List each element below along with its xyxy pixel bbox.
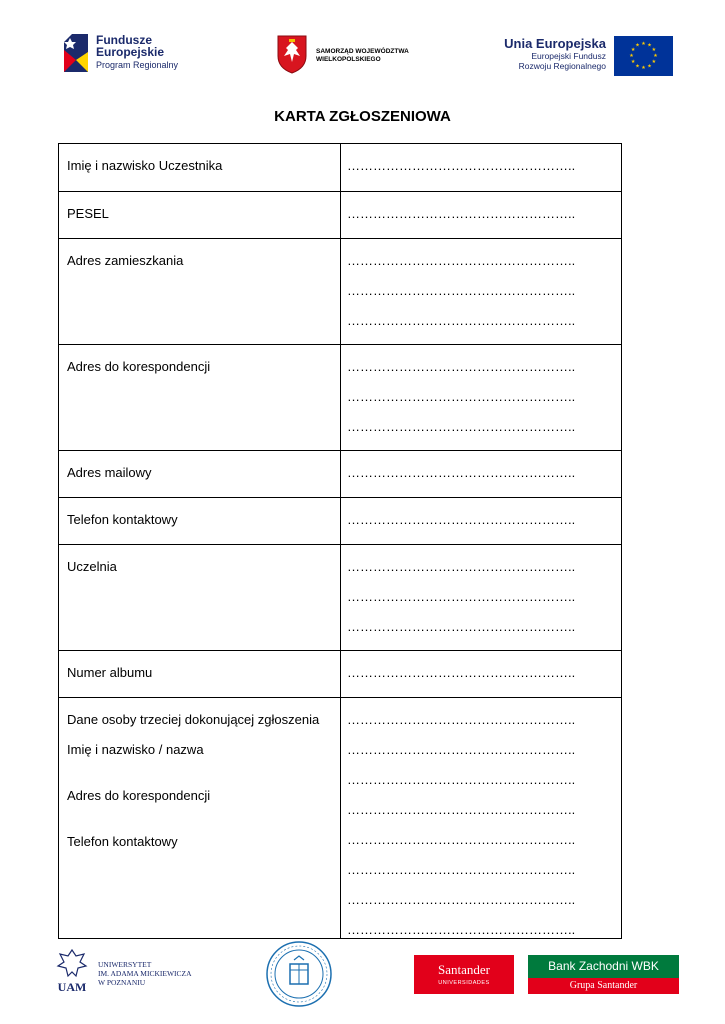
- row-label: Telefon kontaktowy: [67, 834, 178, 849]
- samorzad-line2: WIELKOPOLSKIEGO: [316, 56, 381, 63]
- svg-text:★: ★: [635, 63, 640, 70]
- row-label: Adres mailowy: [67, 465, 152, 480]
- santander-name: Santander: [438, 962, 490, 977]
- row-label: PESEL: [67, 206, 109, 221]
- bank-zachodni-wbk-logo: [528, 955, 679, 994]
- fill-in-line[interactable]: ……………………………………………..: [347, 589, 576, 604]
- form-row-phone: [59, 497, 621, 544]
- form-row-university: [59, 544, 621, 650]
- row-label: Uczelnia: [67, 559, 117, 574]
- fill-in-line[interactable]: ……………………………………………..: [347, 922, 576, 937]
- row-label: Adres do korespondencji: [67, 359, 211, 374]
- samorzad-logo: [276, 34, 426, 78]
- ue-logo-line2: Europejski Fundusz: [531, 51, 606, 61]
- svg-text:★: ★: [653, 53, 658, 59]
- svg-text:★: ★: [630, 59, 636, 65]
- fill-in-line[interactable]: ……………………………………………..: [347, 158, 576, 173]
- fill-in-line[interactable]: ……………………………………………..: [347, 742, 576, 757]
- svg-text:★: ★: [635, 42, 640, 49]
- fill-in-line[interactable]: ……………………………………………..: [347, 559, 576, 574]
- fill-in-line[interactable]: ……………………………………………..: [347, 359, 576, 374]
- fill-in-line[interactable]: ……………………………………………..: [347, 712, 576, 727]
- ue-logo-line1: Unia Europejska: [504, 36, 606, 51]
- coat-of-arms-icon: [276, 34, 308, 74]
- form-row-home-address: [59, 238, 621, 344]
- fundusze-europejskie-icon: [60, 30, 92, 76]
- bzwbk-name: Bank Zachodni WBK: [528, 955, 679, 978]
- uam-line1: UNIWERSYTET: [98, 960, 152, 969]
- fill-in-line[interactable]: ……………………………………………..: [347, 772, 576, 787]
- fill-in-line[interactable]: ……………………………………………..: [347, 253, 576, 268]
- row-label: Telefon kontaktowy: [67, 512, 178, 527]
- santander-universidades-logo: [414, 955, 514, 994]
- fe-logo-line2: Europejskie: [96, 45, 165, 59]
- fundusze-europejskie-logo: [60, 30, 190, 80]
- row-label: Imię i nazwisko / nazwa: [67, 742, 204, 757]
- ue-logo-line3: Rozwoju Regionalnego: [518, 61, 606, 71]
- row-label: Dane osoby trzeciej dokonującej zgłoszenia: [67, 712, 320, 727]
- footer-logos: [0, 940, 725, 1010]
- svg-text:★: ★: [641, 41, 646, 47]
- form-row-third-party: [59, 697, 621, 938]
- fill-in-line[interactable]: ……………………………………………..: [347, 283, 576, 298]
- eu-flag-icon: [614, 36, 673, 76]
- bzwbk-sub: Grupa Santander: [528, 978, 679, 994]
- form-row-participant-name: [59, 144, 621, 191]
- svg-text:★: ★: [651, 59, 657, 65]
- samorzad-line1: SAMORZĄD WOJEWÓDZTWA: [316, 48, 409, 55]
- svg-text:★: ★: [647, 42, 652, 49]
- form-row-correspondence-address: [59, 344, 621, 450]
- svg-text:★: ★: [647, 63, 652, 70]
- fill-in-line[interactable]: ……………………………………………..: [347, 389, 576, 404]
- svg-text:★: ★: [641, 65, 646, 71]
- fill-in-line[interactable]: ……………………………………………..: [347, 832, 576, 847]
- fill-in-line[interactable]: ……………………………………………..: [347, 665, 576, 680]
- santander-sub: UNIVERSIDADES: [438, 980, 490, 986]
- svg-text:★: ★: [651, 47, 657, 53]
- form-row-email: [59, 450, 621, 497]
- svg-text:★: ★: [630, 47, 636, 53]
- fill-in-line[interactable]: ……………………………………………..: [347, 419, 576, 434]
- uam-logo: [54, 948, 204, 994]
- row-label: Imię i nazwisko Uczestnika: [67, 158, 223, 173]
- svg-text:★: ★: [629, 53, 634, 59]
- fe-logo-line3: Program Regionalny: [96, 60, 179, 70]
- unia-europejska-logo: [498, 34, 678, 76]
- fe-logo-line1: Fundusze: [96, 33, 152, 47]
- svg-text:UAM: UAM: [57, 980, 87, 994]
- uam-line3: W POZNANIU: [98, 978, 146, 987]
- fill-in-line[interactable]: ……………………………………………..: [347, 802, 576, 817]
- row-label: Adres do korespondencji: [67, 788, 211, 803]
- fill-in-line[interactable]: ……………………………………………..: [347, 862, 576, 877]
- uam-line2: IM. ADAMA MICKIEWICZA: [98, 969, 192, 978]
- form-row-album-number: [59, 650, 621, 697]
- fill-in-line[interactable]: ……………………………………………..: [347, 313, 576, 328]
- fill-in-line[interactable]: ……………………………………………..: [347, 512, 576, 527]
- header-logos: [0, 28, 725, 84]
- form-row-pesel: [59, 191, 621, 238]
- fill-in-line[interactable]: ……………………………………………..: [347, 465, 576, 480]
- uam-eagle-icon: [54, 948, 90, 994]
- fill-in-line[interactable]: ……………………………………………..: [347, 619, 576, 634]
- registration-form-table: [58, 143, 622, 939]
- fill-in-line[interactable]: ……………………………………………..: [347, 206, 576, 221]
- page-title: KARTA ZGŁOSZENIOWA: [274, 108, 451, 125]
- row-label: Numer albumu: [67, 665, 153, 680]
- row-label: Adres zamieszkania: [67, 253, 184, 268]
- politechnika-poznanska-seal-icon: [265, 940, 333, 1008]
- fill-in-line[interactable]: ……………………………………………..: [347, 892, 576, 907]
